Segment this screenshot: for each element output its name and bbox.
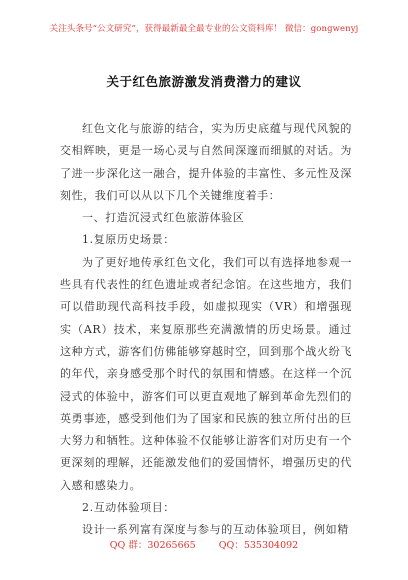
subheading-restore-scenes: 1.复原历史场景： bbox=[82, 233, 175, 247]
footer-qq: QQ：535304092 bbox=[218, 540, 299, 551]
paragraph-interactive: 设计一系列富有深度与参与的互动体验项目，例如精 bbox=[82, 523, 349, 537]
subheading-interactive: 2.互动体验项目： bbox=[82, 501, 175, 515]
document-body bbox=[60, 118, 352, 542]
paragraph-restore-scenes: 为了更好地传承红色文化，我们可以有选择地参观一些具有代表性的红色遗址或者纪念馆。在这些地方，我们可以借助现代高科技手段，如虚拟现实（VR）和增强现实（AR）技术，来复原那些充满激情的历史场景。通过这种方式，游客们仿佛能够穿越时空，回到那个战火纷飞的年代，亲身感受那个时代的氛围和情感。在这样一个沉浸式的体验中，游客们可以更直观地了解到革命先烈们的英勇事迹，感受到他们为了国家和民族的独立所付出的巨大努力和牺牲。这种体验不仅能够让游客们对历史有一个更深刻的理解，还能激发他们的爱国情怀，增强历史的代入感和感染力。 bbox=[60, 255, 352, 492]
paragraph-intro: 红色文化与旅游的结合，实为历史底蕴与现代风貌的交相辉映，更是一场心灵与自然间深邃而细腻的对话。为了进一步深化这一融合，提升体验的丰富性、多元性及深刻性，我们可以从以下几个关键维度着手： bbox=[60, 122, 352, 202]
section-heading-1: 一、打造沉浸式红色旅游体验区 bbox=[82, 211, 245, 225]
footer-contacts bbox=[0, 537, 408, 551]
header-note: 关注头条号“公文研究”，获得最新最全最专业的公文资料库！ 微信：gongwenyj bbox=[49, 24, 359, 34]
document-title: 关于红色旅游激发消费潜力的建议 bbox=[106, 74, 302, 89]
footer-qq-group: QQ 群：30265665 bbox=[109, 540, 196, 551]
